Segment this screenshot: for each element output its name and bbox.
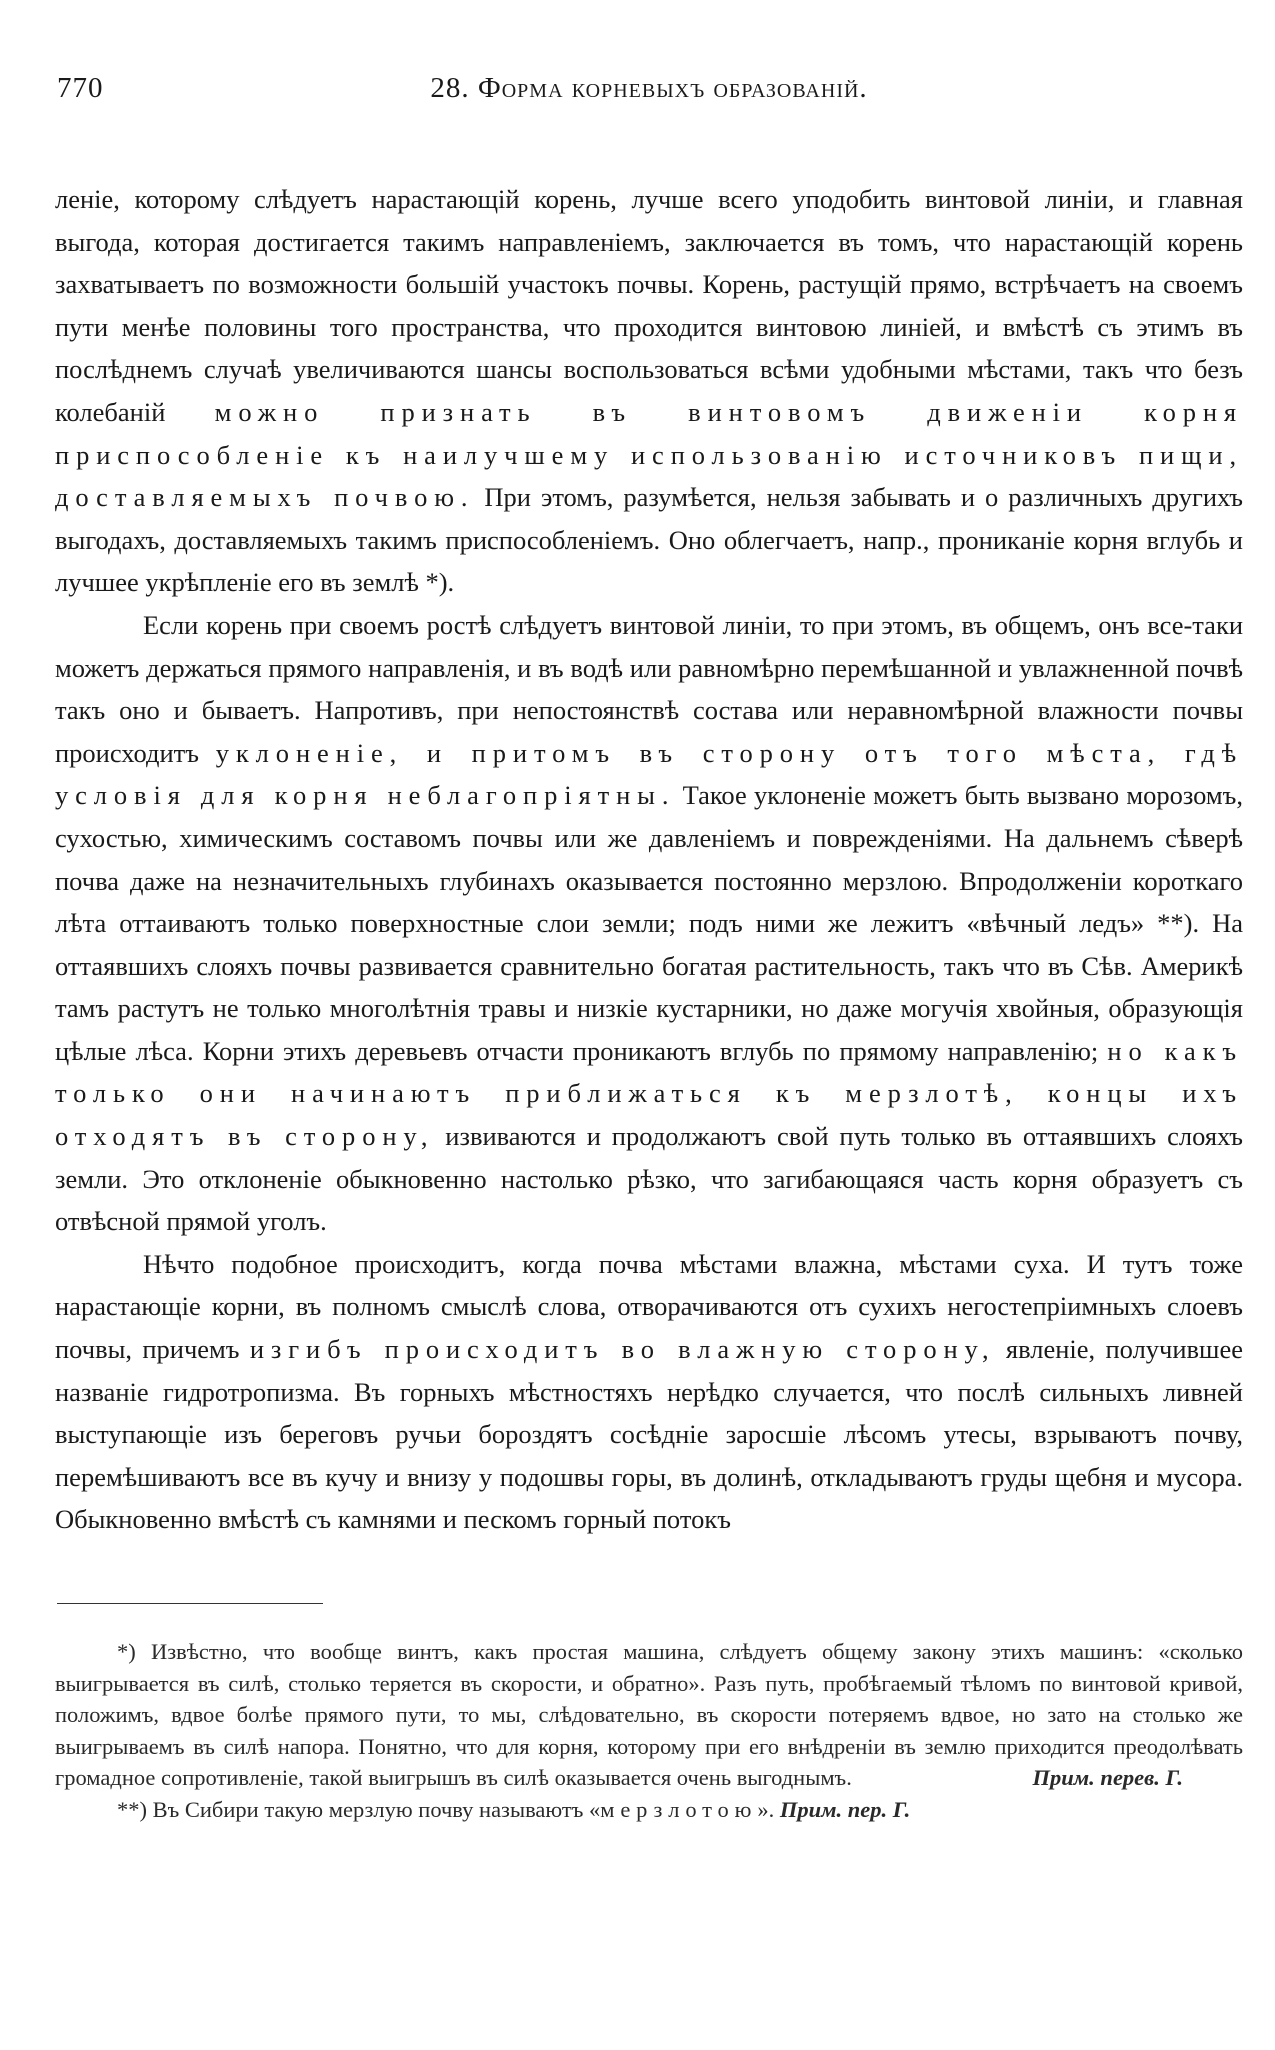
paragraph-3-text-c: явленіе, получившее названіе гидротропизма. Въ горныхъ мѣстностяхъ нерѣдко случается, что послѣ сильныхъ ливней выступающіе изъ береговъ ручьи бороздятъ сосѣдніе заросшіе лѣсомъ утесы, взрываютъ почву, перемѣшиваютъ все въ кучу и внизу у подошвы горы, въ долинѣ, откладываютъ груды щебня и мусора. Обыкновенно вмѣстѣ съ камнями и пескомъ горный потокъ xyxy=(55,1334,1243,1535)
footnote-1 xyxy=(55,1636,1243,1794)
footnote-1-text: *) Извѣстно, что вообще винтъ, какъ простая машина, слѣдуетъ общему закону этихъ машинъ: «сколько выигрывается въ силѣ, столько теряется въ скорости, и обратно». Разъ путь, пробѣгаемый тѣломъ по винтовой кривой, положимъ, вдвое болѣе прямого пути, то мы, слѣдовательно, въ скорости потеряемъ вдвое, но зато на столько же выигрываемъ въ силѣ напора. Понятно, что для корня, которому при его внѣдреніи въ землю приходится преодолѣвать громадное сопротивленіе, такой выигрышъ въ силѣ оказывается очень выгоднымъ. xyxy=(55,1639,1243,1790)
paragraph-2-emphasis-1: уклоненіе, и притомъ въ сторону отъ того мѣста, гдѣ условія для корня неблагопріятны. xyxy=(55,737,1243,811)
footnote-2-text-c: ». xyxy=(757,1796,780,1822)
footnote-2 xyxy=(55,1794,1243,1826)
paragraph-2-text-e: извиваются и продолжаютъ свой путь только въ оттаявшихъ слояхъ земли. Это отклоненіе обыкновенно настолько рѣзко, что загибающаяся часть корня образуетъ съ отвѣсной прямой уголъ. xyxy=(55,1121,1243,1237)
paragraph-1-text-a: леніе, которому слѣдуетъ нарастающій корень, лучше всего уподобить винтовой линіи, и главная выгода, которая достигается такимъ направленіемъ, заключается въ томъ, что нарастающій корень захватываетъ по возможности большій участокъ почвы. Корень, растущій прямо, встрѣчаетъ на своемъ пути менѣе половины того пространства, что проходится винтовою линіей, и вмѣстѣ съ этимъ въ послѣднемъ случаѣ увеличиваются шансы воспользоваться всѣми удобными мѣстами, такъ что безъ колебаній xyxy=(55,184,1243,427)
footnote-2-emphasis: мерзлотою xyxy=(600,1796,758,1822)
paragraph-1-emphasis: можно признать въ винтовомъ движеніи корня приспособленіе къ наилучшему использованію источниковъ пищи, доставляемыхъ почвою. xyxy=(55,396,1243,513)
running-title: 28. Форма корневыхъ образованій. xyxy=(430,72,868,104)
footnote-1-signature: Прим. перев. Г. xyxy=(1032,1765,1183,1790)
paragraph-3-emphasis: изгибъ происходитъ во влажную сторону, xyxy=(249,1334,996,1365)
paragraph-3-text-a: Нѣчто подобное происходитъ, когда почва мѣстами влажна, мѣстами суха. И тутъ тоже нарастающіе корни, въ полномъ смыслѣ слова, отворачиваются отъ сухихъ негостепріимныхъ слоевъ почвы, причемъ xyxy=(55,1248,1243,1365)
footnote-2-signature: Прим. пер. Г. xyxy=(779,1796,911,1822)
paragraph-2-text-c: Такое уклоненіе можетъ быть вызвано морозомъ, сухостью, химическимъ составомъ почвы или же давленіемъ и поврежденіями. На дальнемъ сѣверѣ почва даже на незначительныхъ глубинахъ оказывается постоянно мерзлою. Впродолженіи короткаго лѣта оттаиваютъ только поверхностные слои земли; подъ ними же лежитъ «вѣчный ледъ» **). На оттаявшихъ слояхъ почвы развивается сравнительно богатая растительность, такъ что въ Сѣв. Америкѣ тамъ растутъ не только многолѣтнія травы и низкіе кустарники, но даже могучія хвойныя, образующія цѣлые лѣса. Корни этихъ деревьевъ отчасти проникаютъ вглубь по прямому направленію; xyxy=(55,780,1243,1066)
footnote-2-text-a: **) Въ Сибири такую мерзлую почву называютъ « xyxy=(117,1796,601,1822)
book-page xyxy=(55,72,1243,1825)
paragraph-2-emphasis-2: но какъ только они начинаютъ приближаться къ мерзлотѣ, концы ихъ отходятъ въ сторону, xyxy=(55,1035,1243,1152)
paragraph-1 xyxy=(55,178,1243,604)
paragraph-2-text-a: Если корень при своемъ ростѣ слѣдуетъ винтовой линіи, то при этомъ, въ общемъ, онъ все-таки можетъ держаться прямого направленія, и въ водѣ или равномѣрно перемѣшанной и увлажненной почвѣ такъ оно и бываетъ. Напротивъ, при непостоянствѣ состава или неравномѣрной влажности почвы происходитъ xyxy=(55,609,1243,768)
page-header xyxy=(55,72,1243,116)
paragraph-3 xyxy=(55,1243,1243,1541)
body-text xyxy=(55,178,1243,1541)
paragraph-2 xyxy=(55,604,1243,1243)
paragraph-1-text-c: При этомъ, разумѣется, нельзя забывать и о различныхъ другихъ выгодахъ, доставляемыхъ такимъ приспособленіемъ. Оно облегчаетъ, напр., проникaніе корня вглубь и лучшее укрѣпленіе его въ землѣ *). xyxy=(55,482,1243,598)
footnotes xyxy=(55,1636,1243,1825)
footnote-divider xyxy=(57,1603,323,1604)
page-number: 770 xyxy=(57,72,104,104)
